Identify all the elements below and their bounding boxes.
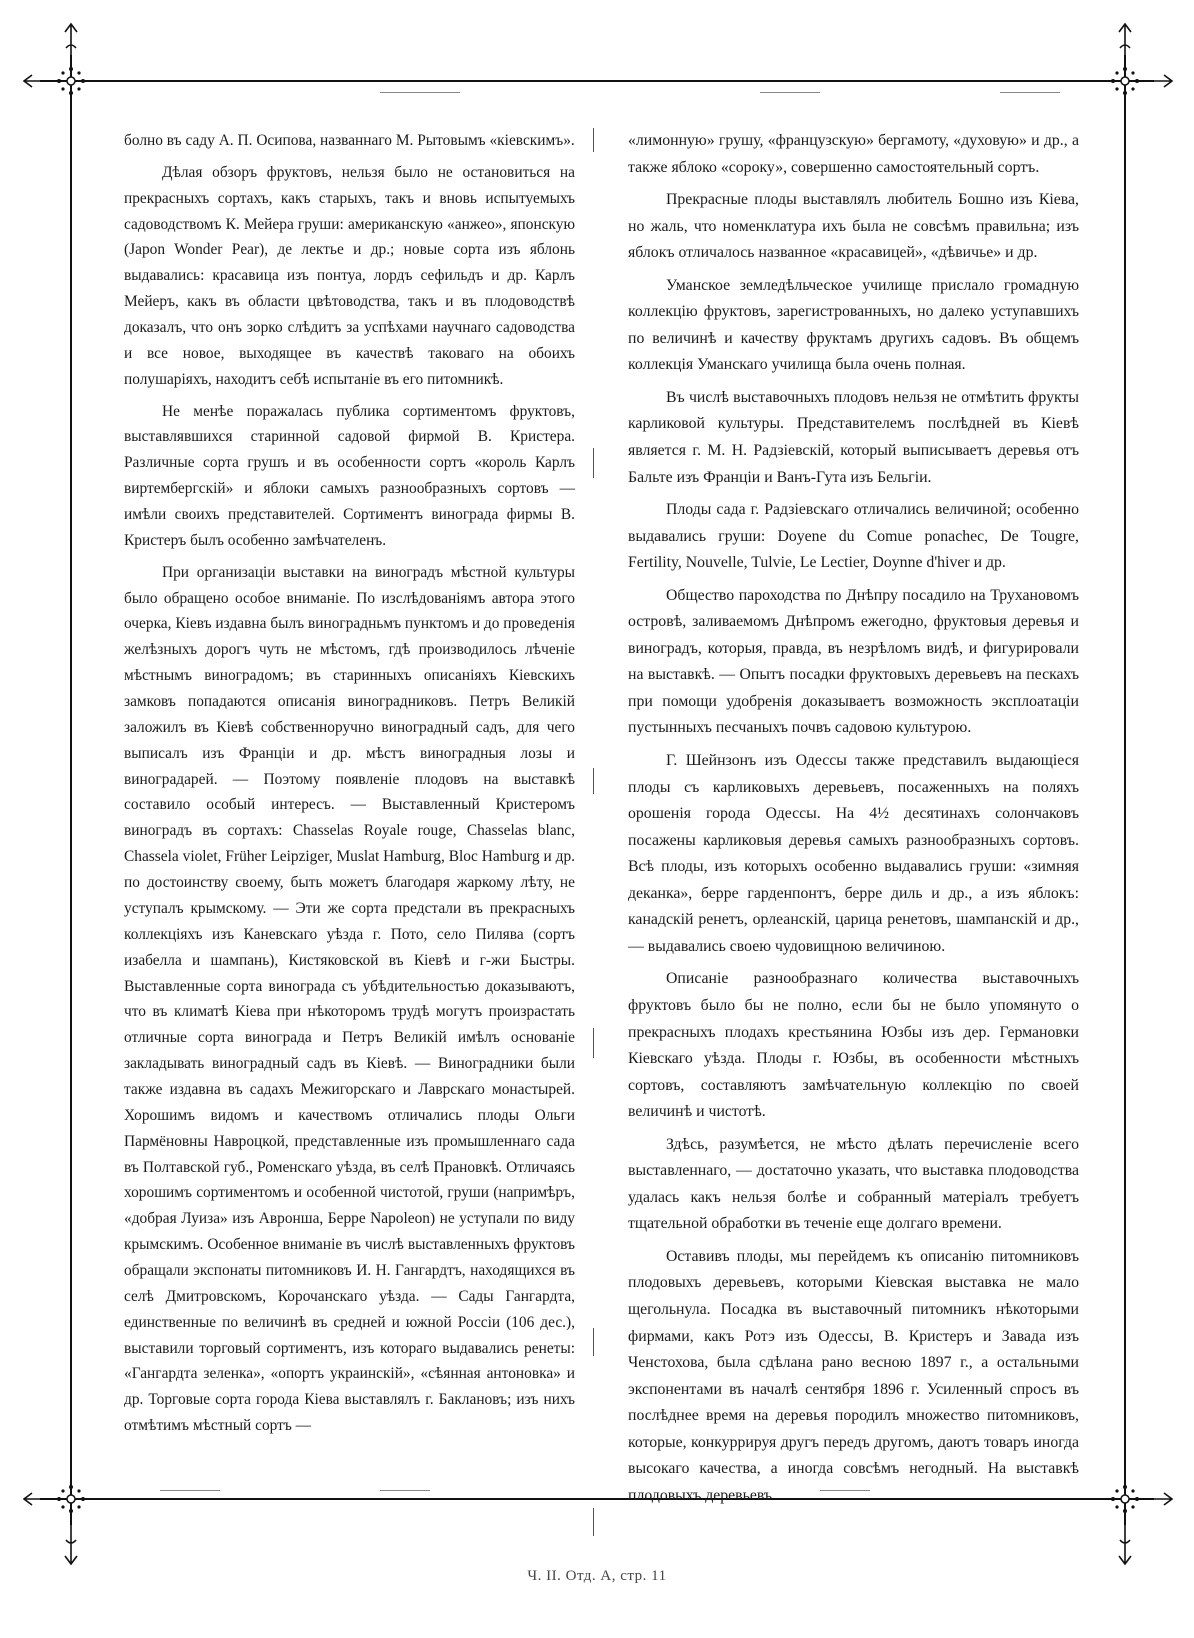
paragraph: Описаніе разнообразнаго количества выставочныхъ фруктовъ было бы не полно, если бы не было упомянуто о прекрасныхъ плодахъ крестьянина Юзбы изъ дер. Германовки Кіевскаго уѣзда. Плоды г. Юзбы, въ особенности мѣстныхъ сортовъ, составляютъ замѣчательную коллекцію по своей величинѣ и чистотѣ. [628, 970, 1079, 1121]
paragraph: Дѣлая обзоръ фруктовъ, нельзя было не остановиться на прекрасныхъ сортахъ, какъ старыхъ, такъ и вновь испытуемыхъ садоводствомъ К. Мейера груши: американскую «анжео», японскую (Japon Wonder Pear), де лектье и др.; новые сорта изъ яблонь выдавались: красавица изъ понтуа, лордъ сефильдъ и др. Карлъ Мейеръ, какъ въ области цвѣтоводства, такъ и въ плодоводствѣ доказалъ, что онъ зорко слѣдитъ за успѣхами научнаго садоводства и все новое, выходящее въ качествѣ таковаго на обоихъ полушаріяхъ, находитъ себѣ испытаніе въ его питомникѣ. [124, 163, 575, 388]
paragraph: Уманское земледѣльческое училище прислало громадную коллекцію фруктовъ, зарегистрованныхъ, но далеко уступавшихъ по величинѣ и качеству фруктамъ другихъ садовъ. Въ общемъ коллекція Уманскаго училища была очень полная. [628, 276, 1079, 374]
paragraph: Общество пароходства по Днѣпру посадило на Трухановомъ островѣ, заливаемомъ Днѣпромъ ежегодно, фруктовыя деревья и виноградъ, которыя, правда, въ незрѣломъ видѣ, и фигурировали на выставкѣ. — Опытъ посадки фруктовыхъ деревьевъ на пескахъ при помощи удобренія доказываетъ возможность эксплоатаціи пустынныхъ песчаныхъ почвъ садовою культурою. [628, 586, 1079, 737]
column-separator [593, 128, 595, 1536]
right-top-arrow-icon [1128, 66, 1174, 96]
paragraph: Г. Шейнзонъ изъ Одессы также представилъ выдающіеся плоды съ карликовыхъ деревьевъ, посаженныхъ на поляхъ орошенія города Одессы. На 4½ десятинахъ солончаковъ посажены карликовыя деревья самыхъ разнообразныхъ сортовъ. Всѣ плоды, изъ которыхъ особенно выдавались груши: «зимняя деканка», берре гарденпонтъ, берре диль и др., а изъ яблокъ: канадскій ренетъ, орлеанскій, царица ренетовъ, шампанскій и др., — выдавались своею чудовищною величиною. [628, 752, 1079, 955]
page-footer: Ч. II. Отд. А, стр. 11 [527, 1568, 667, 1584]
paragraph: «лимонную» грушу, «французскую» бергамоту, «духовую» и др., а также яблоко «сороку», совершенно самостоятельный сортъ. [628, 132, 1079, 176]
paragraph: Оставивъ плоды, мы перейдемъ къ описанію питомниковъ плодовыхъ деревьевъ, которыми Кіевская выставка не мало щегольнула. Посадка въ выставочный питомникъ нѣкоторыми фирмами, какъ Ротэ изъ Одессы, В. Кристеръ и Завада изъ Ченстохова, была сдѣлана рано весною 1897 г., а остальными экспонентами въ началѣ сентября 1896 г. Усиленный спросъ въ послѣднее время на деревья породилъ множество питомниковъ, которые, конкуррируя другъ передъ другомъ, даютъ товаръ иногда высокаго качества, а иногда совсѣмъ негодный. На выставкѣ плодовыхъ деревьевъ [628, 1247, 1079, 1504]
right-bottom-arrow-icon [1128, 1484, 1174, 1514]
paragraph: Здѣсь, разумѣется, не мѣсто дѣлать перечисленіе всего выставленнаго, — достаточно указать, что выставка плодоводства удалась какъ нельзя болѣе и собранный матеріалъ требуетъ тщательной обработки въ теченіе еще долгаго времени. [628, 1135, 1079, 1233]
bottom-dash-decoration [160, 1490, 220, 1491]
paragraph: Въ числѣ выставочныхъ плодовъ нельзя не отмѣтить фрукты карликовой культуры. Представителемъ послѣдней въ Кіевѣ является г. М. Н. Радзіевскій, который выписываетъ деревья отъ Бальте изъ Франціи и Ванъ-Гута изъ Бельгіи. [628, 388, 1079, 486]
bottom-dash-decoration [380, 1490, 430, 1491]
paragraph: Плоды сада г. Радзіевскаго отличались величиной; особенно выдавались груши: Doyene du Comue ponachec, De Tougre, Fertility, Nouvelle, Tulvie, Le Lectier, Doynne d'hiver и др. [628, 501, 1079, 572]
paragraph: При организаціи выставки на виноградъ мѣстной культуры было обращено особое вниманіе. По изслѣдованіямъ автора этого очерка, Кіевъ издавна былъ виноградньмъ пунктомъ и до проведенія желѣзныхъ дорогъ чуть не мѣстомъ, гдѣ производилось лѣченіе мѣстнымъ виноградомъ; въ старинныхъ описаніяхъ Кіевскихъ замковъ попадаются описанія виноградниковъ. Петръ Великій заложилъ въ Кіевѣ собственноручно виноградный садъ, для чего выписалъ изъ Франціи и др. мѣстъ виноградныя лозы и виноградарей. — Поэтому появленіе плодовъ на выставкѣ составило особый интересъ. — Выставленный Кристеромъ виноградъ въ сортахъ: Chasselas Royale rouge, Chasselas blanc, Chassela violet, Früher Leipziger, Muslat Hamburg, Bloc Hamburg и др. по достоинству своему, быть можетъ благодаря жаркому лѣту, не уступалъ крымскому. — Эти же сорта предстали въ прекрасныхъ коллекціяхъ изъ Каневскаго уѣзда г. Пото, село Пилява (сортъ изабелла и шампань), Кистяковской въ Кіевѣ и г-жи Быстры. Выставленные сорта винограда съ убѣдительностью доказываютъ, что въ климатѣ Кіева при нѣкоторомъ трудѣ могутъ произрастать отличные сорта винограда и Петръ Великій имѣлъ основаніе закладывать виноградный садъ въ Кіевѣ. — Виноградники были также издавна въ садахъ Межигорскаго и Лаврскаго монастырей. Хорошимъ видомъ и качествомъ отличались плоды Ольги Пармёновны Навроцкой, представленные изъ промышленнаго сада въ Полтавской губ., Роменскаго уѣзда, въ селѣ Прановкѣ. Отличаясь хорошимъ сортиментомъ и особенной чистотой, груши (напримѣръ, «добрая Луиза» изъ Авронша, Берре Napoleon) не уступали по виду крымскимъ. Особенное вниманіе въ числѣ выставленныхъ фруктовъ обращали экспонаты питомниковъ И. Н. Гангардтъ, находящихся въ селѣ Дмитровскомъ, Корочанскаго уѣзда. — Сады Гангардта, единственные по величинѣ въ средней и южной Россіи (106 дес.), выставили торговый сортиментъ, изъ котораго выдавались ренеты: «Гангардта зеленка», «опортъ украинскій», «сѣянная антоновка» и др. Торговые сорта города Кіева выставлялъ г. Баклановъ; изъ нихъ отмѣтимъ мѣстный сортъ — [124, 563, 575, 1435]
frame-right-line [1124, 55, 1126, 1525]
top-dash-decoration [1000, 92, 1060, 93]
left-top-arrow-icon [22, 66, 68, 96]
top-left-flourish-icon [56, 22, 86, 68]
top-dash-decoration [760, 92, 820, 93]
top-dash-decoration [380, 92, 460, 93]
right-text-column [628, 128, 1079, 1509]
left-bottom-arrow-icon [22, 1484, 68, 1514]
paragraph: Прекрасные плоды выставлялъ любитель Бошно изъ Кіева, но жаль, что номенклатура ихъ была не совсѣмъ правильна; изъ яблокъ отличалось названное «красавицей», «дѣвичье» и др. [628, 191, 1079, 262]
top-right-flourish-icon [1110, 22, 1140, 68]
left-text-column [124, 128, 575, 1439]
paragraph: болно въ саду А. П. Осипова, названнаго М. Рытовымъ «кіевскимъ». [124, 132, 575, 149]
frame-left-line [70, 55, 72, 1525]
bottom-right-flourish-icon [1110, 1520, 1140, 1566]
bottom-left-flourish-icon [56, 1520, 86, 1566]
frame-top-line [40, 80, 1154, 82]
paragraph: Не менѣе поражалась публика сортиментомъ фруктовъ, выставлявшихся старинной садовой фирмой В. Кристера. Различные сорта грушъ и въ особенности сортъ «король Карлъ виртембергскій» и яблоки самыхъ разнообразныхъ сортовъ — имѣли своихъ представителей. Сортиментъ винограда фирмы В. Кристеръ былъ особенно замѣчателенъ. [124, 402, 575, 549]
